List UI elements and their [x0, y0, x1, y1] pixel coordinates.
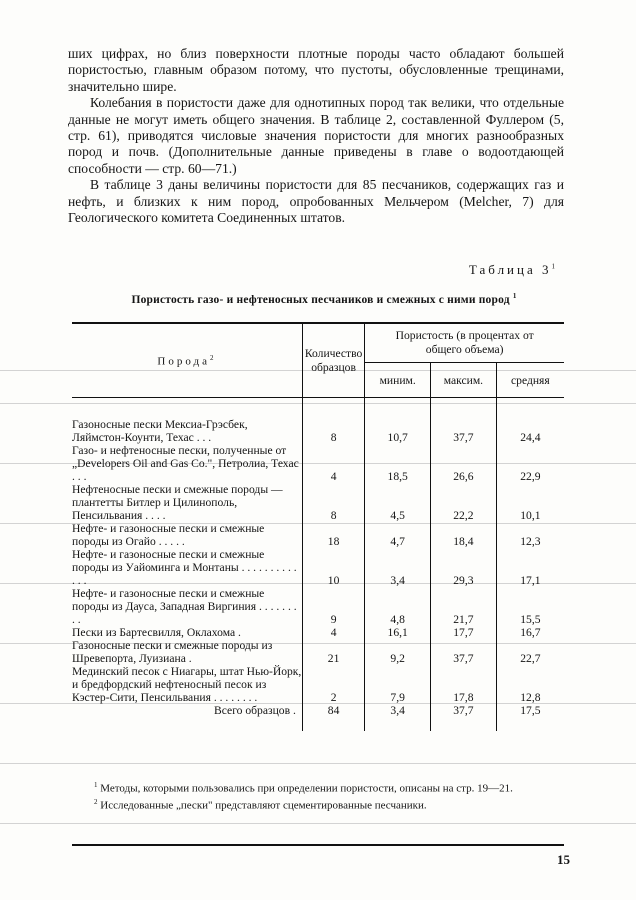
- header-rock-label: Порода: [157, 355, 210, 368]
- footnote-mark: 2: [94, 797, 98, 806]
- count-cell: 8: [302, 418, 364, 444]
- total-count: 84: [302, 704, 364, 731]
- footnote-mark: 1: [94, 781, 98, 789]
- rock-cell: Газоносные пески и смежные породы из Шревепорта, Луизиана .: [72, 639, 273, 665]
- table-number-text: Таблица 3: [468, 262, 552, 277]
- header-max: максим.: [431, 363, 497, 398]
- table-header-row: [72, 324, 564, 363]
- page-number: 15: [557, 852, 570, 867]
- total-avg: 17,5: [496, 704, 564, 731]
- avg-cell: 22,7: [496, 639, 564, 665]
- max-cell: 17,8: [431, 665, 497, 704]
- table-number-mark: 1: [551, 262, 558, 271]
- header-min: миним.: [365, 363, 431, 398]
- min-cell: 7,9: [365, 665, 431, 704]
- rock-cell: Нефте- и газоносные пески и смежные породы из Дауса, Западная Виргиния . . . . . . . . .: [72, 587, 297, 626]
- body-text: [68, 46, 564, 226]
- table-row: [72, 483, 564, 522]
- header-rock: [72, 324, 302, 398]
- footnote-text: Исследованные „пески" представляют сцементированные песчаники.: [100, 799, 427, 812]
- max-cell: 26,6: [431, 444, 497, 483]
- avg-cell: 17,1: [496, 548, 564, 587]
- min-cell: 3,4: [365, 548, 431, 587]
- min-cell: 4,8: [365, 587, 431, 626]
- table-number: [469, 262, 558, 278]
- min-cell: 18,5: [365, 444, 431, 483]
- min-cell: 10,7: [365, 418, 431, 444]
- avg-cell: 16,7: [496, 626, 564, 639]
- count-cell: 21: [302, 639, 364, 665]
- avg-cell: 24,4: [496, 418, 564, 444]
- avg-cell: 12,3: [496, 522, 564, 548]
- footnote: [82, 779, 554, 796]
- table-row: [72, 548, 564, 587]
- porosity-table: [72, 324, 564, 731]
- total-min: 3,4: [365, 704, 431, 731]
- table-row: [72, 639, 564, 665]
- avg-cell: 12,8: [496, 665, 564, 704]
- count-cell: 4: [302, 444, 364, 483]
- rock-cell: Нефте- и газоносные пески и смежные породы из Огайо . . . . .: [72, 522, 265, 548]
- table-row: [72, 587, 564, 626]
- count-cell: 10: [302, 548, 364, 587]
- count-cell: 9: [302, 587, 364, 626]
- max-cell: 17,7: [431, 626, 497, 639]
- footnote: [82, 796, 554, 813]
- count-cell: 2: [302, 665, 364, 704]
- table-row: [72, 418, 564, 444]
- header-porosity: Пористость (в процентах от общего объема): [365, 324, 564, 363]
- min-cell: 4,5: [365, 483, 431, 522]
- table-row: [72, 444, 564, 483]
- count-cell: 4: [302, 626, 364, 639]
- paragraph: В таблице 3 даны величины пористости для 85 песчаников, содержащих газ и нефть, и близких к ним пород, опробованных Мельчером (Melcher, 7) для Геологического комитета Соединенных штатов.: [68, 177, 564, 226]
- avg-cell: 15,5: [496, 587, 564, 626]
- max-cell: 18,4: [431, 522, 497, 548]
- count-cell: 8: [302, 483, 364, 522]
- table-caption-text: Пористость газо- и нефтеносных песчаников и смежных с ними пород: [131, 293, 510, 306]
- table-row: [72, 522, 564, 548]
- header-count: Количество образцов: [302, 324, 364, 398]
- paragraph: Колебания в пористости даже для однотипных пород так велики, что отдельные данные не могут иметь общего значения. В таблице 2, составленной Фуллером (5, стр. 61), приводятся числовые значения пористости для многих разнообразных пород и почв. (Дополнительные данные приведены в главе о водоотдающей способности — стр. 60—71.): [68, 95, 564, 176]
- table-caption: [74, 292, 574, 306]
- max-cell: 29,3: [431, 548, 497, 587]
- table-row: [72, 665, 564, 704]
- header-rock-mark: 2: [209, 353, 217, 362]
- total-row: [72, 704, 564, 731]
- table-row: [72, 626, 564, 639]
- max-cell: 37,7: [431, 639, 497, 665]
- rock-cell: Нефте- и газоносные пески и смежные породы из Уайоминга и Монтаны . . . . . . . . . . . . .: [72, 548, 297, 587]
- spacer-row: [72, 398, 564, 419]
- avg-cell: 22,9: [496, 444, 564, 483]
- rock-cell: Газоносные пески Мексиа-Грэсбек, Ляймстон-Коунти, Техас . . .: [72, 418, 248, 444]
- max-cell: 21,7: [431, 587, 497, 626]
- total-label: Всего образцов .: [214, 704, 296, 717]
- min-cell: 16,1: [365, 626, 431, 639]
- header-avg: средняя: [496, 363, 564, 398]
- avg-cell: 10,1: [496, 483, 564, 522]
- caption-footnote-mark: 1: [512, 292, 517, 300]
- rock-cell: Газо- и нефтеносные пески, полученные от „Developers Oil and Gas Co.", Петролиа, Техас . . .: [72, 444, 299, 483]
- rock-cell: Нефтеносные пески и смежные породы — плантетты Битлер и Цилинополь, Пенсильвания . . . .: [72, 483, 283, 522]
- min-cell: 4,7: [365, 522, 431, 548]
- max-cell: 37,7: [431, 418, 497, 444]
- footnotes: [82, 779, 554, 812]
- count-cell: 18: [302, 522, 364, 548]
- paragraph: ших цифрах, но близ поверхности плотные породы часто обладают большей пористостью, главным образом потому, что пустоты, обусловленные трещинами, значительно шире.: [68, 46, 564, 94]
- rock-cell: Пески из Бартесвилля, Оклахома .: [72, 626, 241, 639]
- rock-cell: Мединский песок с Ниагары, штат Нью-Йорк, и бредфордский нефтеносный песок из Кэстер-Сити, Пенсильвания . . . . . . . .: [72, 665, 302, 704]
- max-cell: 22,2: [431, 483, 497, 522]
- footnote-text: Методы, которыми пользовались при определении пористости, описаны на стр. 19—21.: [100, 782, 513, 795]
- total-max: 37,7: [431, 704, 497, 731]
- min-cell: 9,2: [365, 639, 431, 665]
